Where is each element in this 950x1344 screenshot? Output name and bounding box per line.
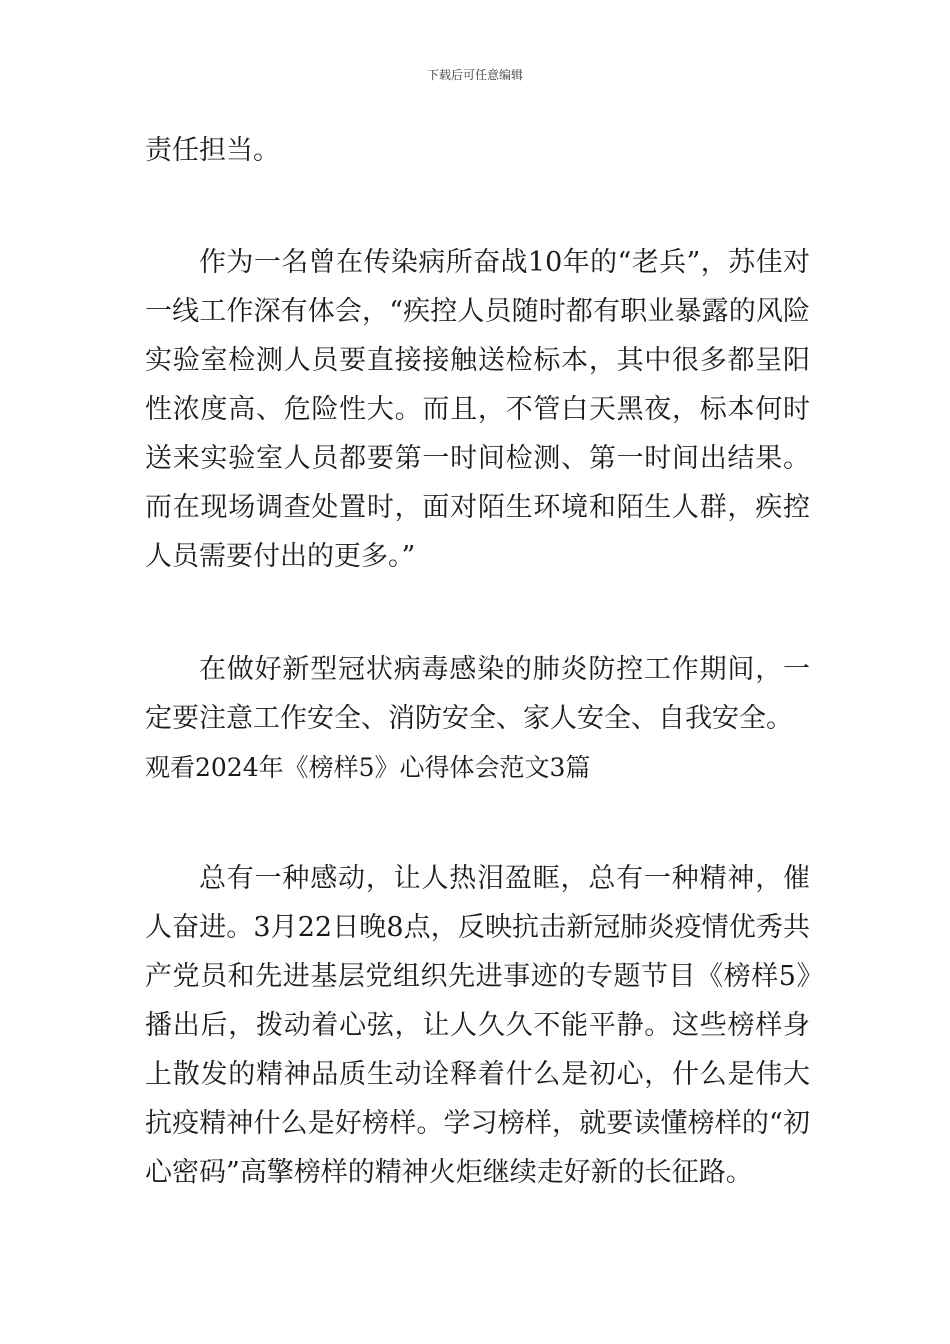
download-note: 下载后可任意编辑	[426, 68, 523, 82]
paragraph-role-models: 总有一种感动，让人热泪盈眶，总有一种精神，催人奋进。3月22日晚8点，反映抗击新冠肺炎疫情优秀共产党员和先进基层党组织先进事迹的专题节目《榜样5》播出后，拨动着心弦，让人久久不能平静。这些榜样身上散发的精神品质生动诠释着什么是初心，什么是伟大抗疫精神什么是好榜样。学习榜样，就要读懂榜样的“初心密码”高擎榜样的精神火炬继续走好新的长征路。	[145, 863, 810, 1188]
section-heading: 观看2024年《榜样5》心得体会范文3篇	[145, 753, 591, 782]
paragraph-safety: 在做好新型冠状病毒感染的肺炎防控工作期间，一定要注意工作安全、消防安全、家人安全、自我安全。	[145, 654, 810, 734]
paragraph-continuation: 责任担当。	[145, 135, 280, 166]
document-body	[145, 126, 810, 1197]
paragraph-su-jia: 作为一名曾在传染病所奋战10年的“老兵”，苏佳对一线工作深有体会，“疾控人员随时都有职业暴露的风险实验室检测人员要直接接触送检标本，其中很多都呈阳性浓度高、危险性大。而且，不管白天黑夜，标本何时送来实验室人员都要第一时间检测、第一时间出结果。而在现场调查处置时，面对陌生环境和陌生人群，疾控人员需要付出的更多。”	[145, 247, 810, 572]
